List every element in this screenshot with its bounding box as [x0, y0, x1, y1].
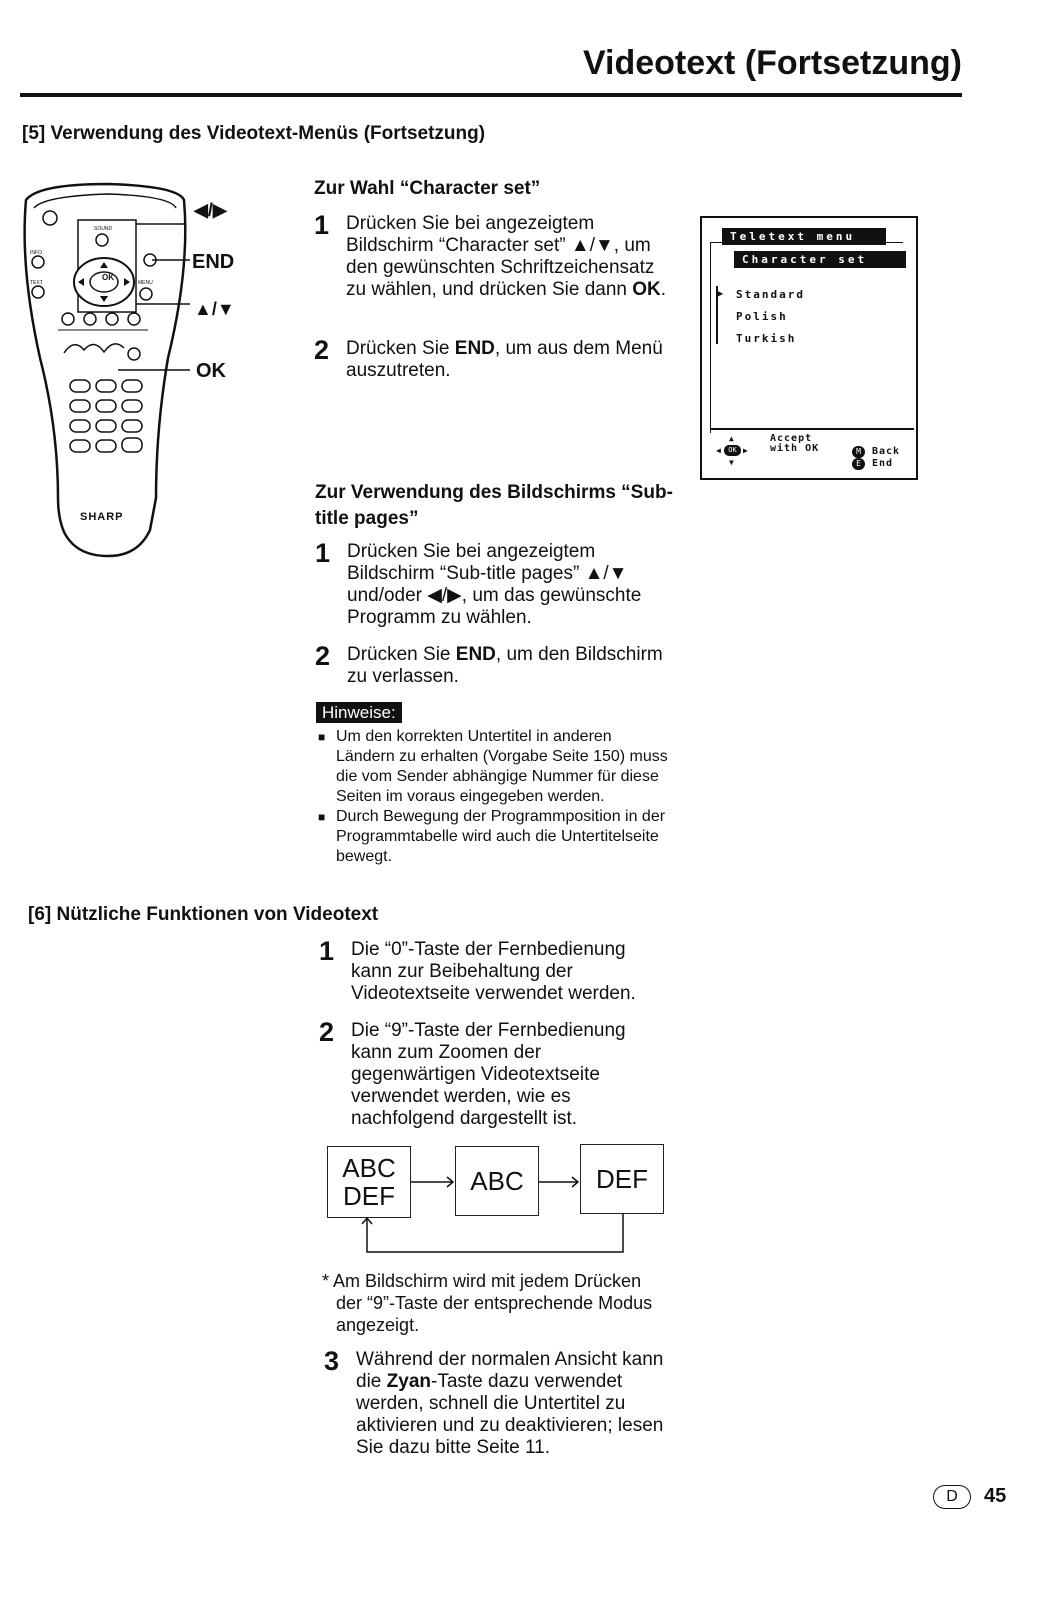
ok-button-icon: OK	[724, 445, 741, 456]
header-rule	[20, 93, 962, 97]
remote-text-key-label: TEXT	[30, 280, 43, 286]
subtitle-step-1: 1 Drücken Sie bei angezeigtem Bildschirm “Sub-title pages” ▲/▼ und/oder ◀/▶, um das gewünschte Programm zu wählen.	[315, 538, 642, 628]
step-number: 2	[314, 335, 330, 365]
subtitle-heading: Zur Verwendung des Bildschirms “Sub-title pages”	[315, 482, 673, 529]
remote-control-icon	[18, 178, 268, 588]
remote-info-key-label: INFO	[30, 250, 42, 256]
step-number: 3	[324, 1346, 340, 1376]
language-badge: D	[933, 1485, 971, 1509]
remote-sound-key-label: SOUND	[94, 226, 113, 232]
section-6-heading: [6] Nützliche Funktionen von Videotext	[28, 904, 379, 925]
charset-heading: Zur Wahl “Character set”	[314, 178, 541, 199]
label-up-down-arrows: ▲/▼	[194, 299, 235, 319]
teletext-character-set-bar: Character set	[734, 251, 906, 268]
hints-badge: Hinweise:	[316, 703, 402, 723]
step-number: 1	[314, 210, 330, 240]
page-number: 45	[984, 1485, 1007, 1507]
charset-option-turkish[interactable]: Turkish	[736, 332, 797, 345]
section-5-heading: [5] Verwendung des Videotext-Menüs (Fortsetzung)	[22, 123, 486, 144]
hint-item: ■ Durch Bewegung der Programmposition in der Programmtabelle wird auch die Untertitelseite bewegt.	[318, 808, 666, 865]
section6-step-1: 1 Die “0”-Taste der Fernbedienung kann zur Beibehaltung der Videotextseite verwendet werden.	[319, 936, 636, 1004]
selection-pointer-icon: ▶	[716, 286, 724, 300]
hint-item: ■ Um den korrekten Untertitel in anderen Ländern zu erhalten (Vorgabe Seite 150) muss die vom Sender abhängige Nummer für diese Seiten im voraus eingegeben werden.	[318, 728, 668, 805]
flow-box-lower-zoom: DEF	[580, 1144, 664, 1214]
bullet-square-icon: ■	[318, 730, 326, 744]
page-title: Videotext (Fortsetzung)	[582, 44, 962, 82]
step-number: 1	[319, 936, 335, 966]
remote-brand-logo: SHARP	[80, 511, 124, 523]
bullet-square-icon: ■	[318, 810, 326, 824]
flow-box-upper-zoom: ABC	[455, 1146, 539, 1216]
charset-step-2: 2 Drücken Sie END, um aus dem Menü auszutreten.	[314, 335, 663, 381]
zoom-flow-diagram	[325, 1142, 665, 1257]
step-number: 2	[319, 1017, 335, 1047]
step-number: 2	[315, 641, 331, 671]
teletext-menu-title-bar: Teletext menu	[722, 228, 886, 245]
remote-ok-key: OK	[102, 273, 114, 282]
label-left-right-arrows: ◀/▶	[194, 200, 227, 220]
navigation-cross-icon: ▲ ▼ ◀ ▶ OK	[716, 434, 748, 467]
teletext-menu-screen	[700, 216, 918, 480]
remote-menu-key-label: MENU	[138, 280, 153, 286]
subtitle-step-2: 2 Drücken Sie END, um den Bildschirm zu verlassen.	[315, 641, 663, 687]
hints-list	[318, 727, 668, 867]
charset-option-polish[interactable]: Polish	[736, 310, 788, 323]
label-ok: OK	[196, 360, 226, 382]
section6-step-2: 2 Die “9”-Taste der Fernbedienung kann zum Zoomen der gegenwärtigen Videotextseite verwendet werden, wie es nachfolgend dargestellt ist.	[319, 1017, 626, 1129]
label-end: END	[192, 251, 235, 273]
teletext-footer-back: Back	[872, 446, 901, 457]
footnote: * Am Bildschirm wird mit jedem Drücken der “9”-Taste der entsprechende Modus angezeigt.	[322, 1271, 653, 1335]
remote-illustration	[18, 178, 268, 588]
end-key-icon: E	[852, 458, 865, 470]
teletext-footer-end: End	[872, 458, 894, 469]
back-key-icon: M	[852, 446, 865, 458]
step-number: 1	[315, 538, 331, 568]
flow-box-normal: ABC DEF	[327, 1146, 411, 1218]
section6-step-3: 3 Während der normalen Ansicht kann die Zyan-Taste dazu verwendet werden, schnell die Untertitel zu aktivieren und zu deaktivieren; lesen Sie dazu bitte Seite 11.	[324, 1346, 664, 1458]
charset-option-standard[interactable]: Standard	[736, 288, 805, 301]
charset-step-1: 1 Drücken Sie bei angezeigtem Bildschirm “Character set” ▲/▼, um den gewünschten Schriftzeichensatz zu wählen, und drücken Sie dann OK.	[314, 210, 667, 300]
teletext-footer-accept: Accept with OK	[770, 433, 820, 454]
